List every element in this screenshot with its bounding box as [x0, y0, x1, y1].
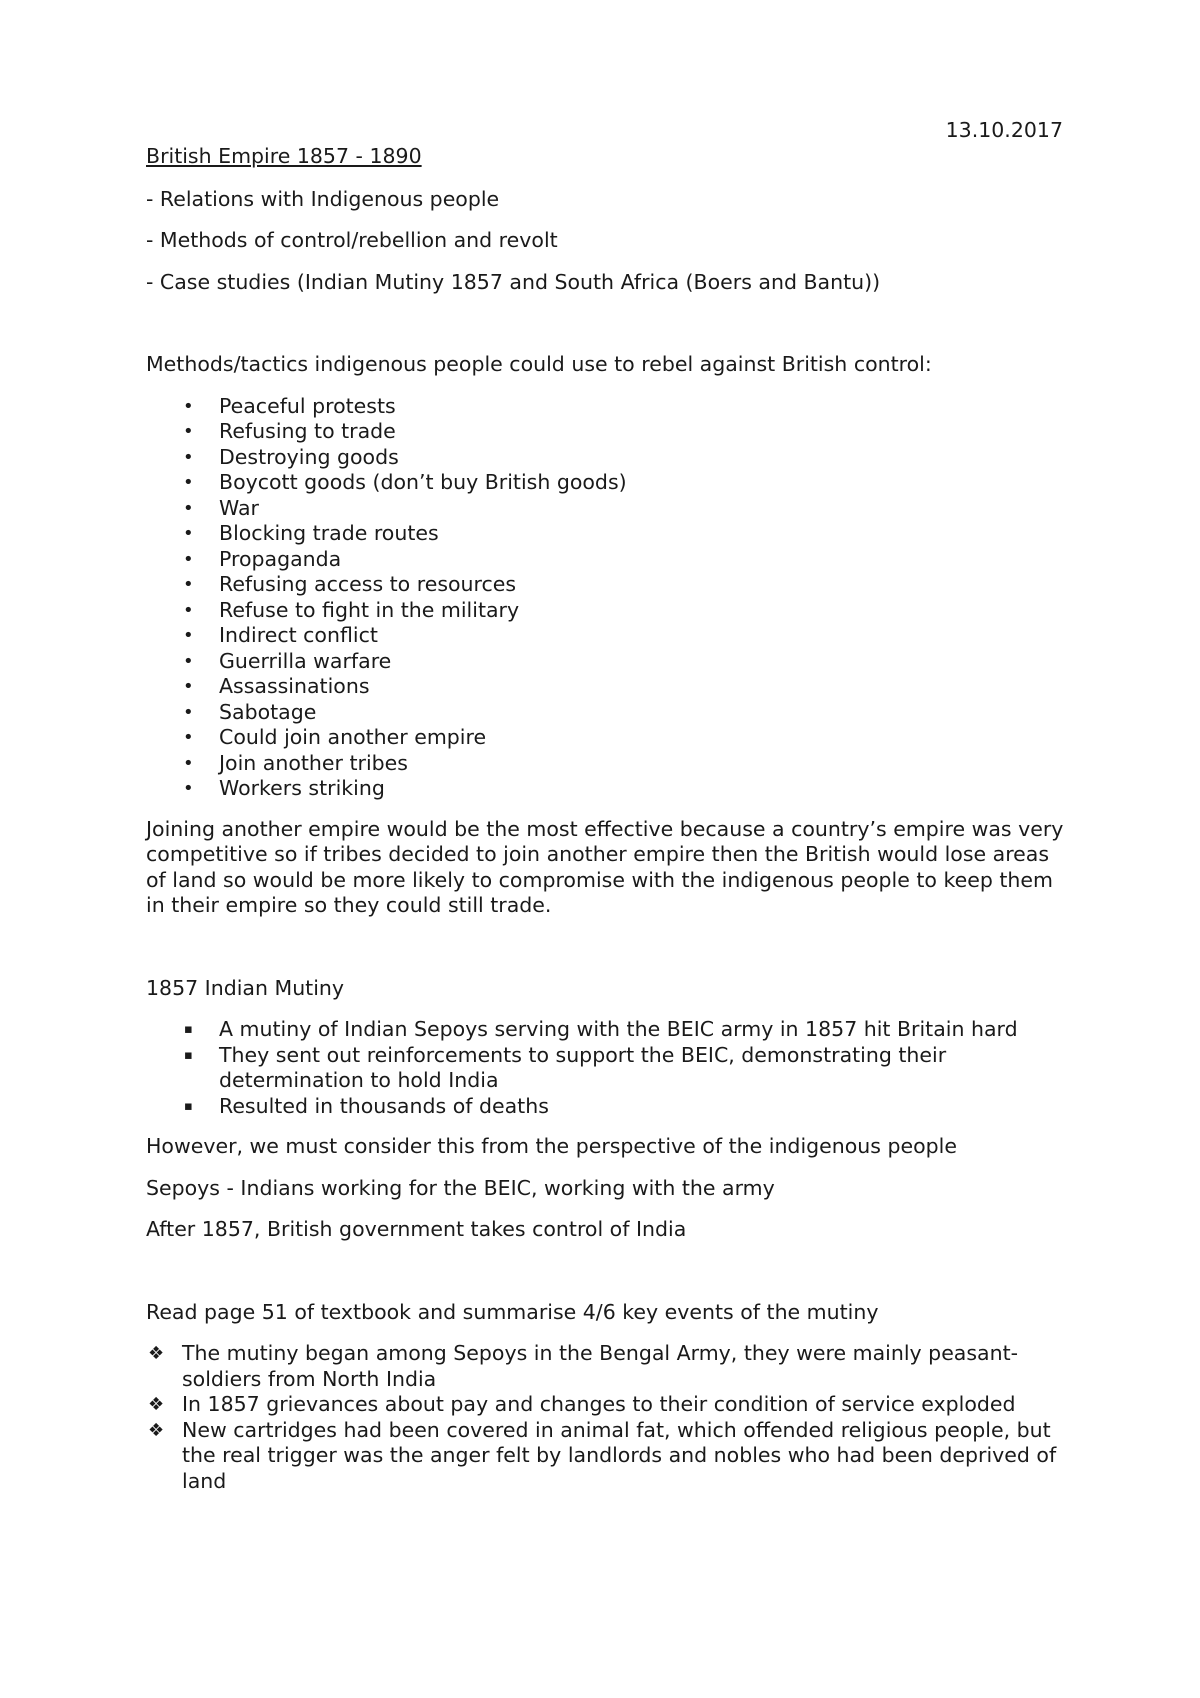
bullet-dot-icon: •	[183, 650, 194, 672]
spacer	[146, 311, 1066, 352]
intro-point: - Relations with Indigenous people	[146, 186, 500, 211]
list-item-text: They sent out reinforcements to support the BEIC, demonstrating their determination to hold India	[219, 1042, 947, 1092]
list-item	[146, 1341, 1066, 1392]
list-item	[146, 470, 1066, 496]
methods-list	[146, 394, 1066, 802]
list-item	[146, 445, 1066, 471]
bullet-diamond-icon: ❖	[148, 1419, 165, 1441]
list-item	[146, 521, 1066, 547]
list-item-text: The mutiny began among Sepoys in the Bengal Army, they were mainly peasant-soldiers from North India	[182, 1341, 1019, 1391]
bullet-dot-icon: •	[183, 472, 194, 493]
list-item	[146, 419, 1066, 445]
list-item-text: Resulted in thousands of deaths	[219, 1093, 549, 1118]
bullet-square-icon: ▪	[184, 1047, 193, 1063]
mutiny-note: Sepoys - Indians working for the BEIC, working with the army	[146, 1175, 775, 1200]
document-body	[146, 144, 1066, 1509]
list-item	[146, 572, 1066, 598]
list-item-text: Assassinations	[219, 674, 370, 698]
mutiny-list	[146, 1017, 1066, 1119]
bullet-dot-icon: •	[183, 548, 194, 570]
bullet-square-icon: ▪	[184, 1022, 193, 1037]
mutiny-heading: 1857 Indian Mutiny	[146, 975, 345, 1000]
list-item-text: In 1857 grievances about pay and changes to their condition of service exploded	[182, 1392, 1016, 1416]
methods-heading: Methods/tactics indigenous people could use to rebel against British control:	[146, 352, 932, 376]
spacer	[146, 935, 1066, 976]
mutiny-note: However, we must consider this from the perspective of the indigenous people	[146, 1134, 957, 1158]
list-item-text: Destroying goods	[219, 444, 399, 469]
list-item-text: Boycott goods (don’t buy British goods)	[219, 470, 627, 494]
list-item-text: Propaganda	[219, 546, 342, 571]
intro-point: - Case studies (Indian Mutiny 1857 and South Africa (Boers and Bantu))	[146, 269, 881, 294]
bullet-dot-icon: •	[183, 676, 194, 697]
list-item	[146, 1418, 1066, 1495]
list-item-text: Could join another empire	[219, 725, 487, 749]
list-item-text: Join another tribes	[219, 750, 408, 775]
list-item-text: Guerrilla warfare	[219, 648, 392, 673]
spacer	[146, 1259, 1066, 1300]
bullet-dot-icon: •	[183, 574, 194, 595]
list-item	[146, 598, 1066, 624]
list-item	[146, 547, 1066, 573]
bullet-dot-icon: •	[183, 727, 194, 748]
bullet-dot-icon: •	[183, 778, 194, 799]
list-item-text: Blocking trade routes	[219, 521, 439, 545]
list-item	[146, 725, 1066, 751]
bullet-square-icon: ▪	[184, 1098, 193, 1114]
list-item	[146, 496, 1066, 522]
list-item-text: Refuse to fight in the military	[219, 597, 520, 622]
bullet-dot-icon: •	[183, 599, 194, 621]
list-item-text: Peaceful protests	[219, 393, 396, 418]
reading-list	[146, 1341, 1066, 1494]
bullet-dot-icon: •	[183, 625, 194, 646]
list-item	[146, 623, 1066, 649]
list-item	[146, 751, 1066, 777]
reading-heading: Read page 51 of textbook and summarise 4/6 key events of the mutiny	[146, 1299, 879, 1324]
list-item	[146, 1094, 1066, 1120]
list-item-text: Indirect conflict	[219, 623, 378, 647]
list-item-text: Sabotage	[219, 699, 317, 724]
bullet-dot-icon: •	[183, 523, 194, 544]
list-item-text: New cartridges had been covered in animal fat, which offended religious people, but the real trigger was the anger felt by landlords and nobles who had been deprived of land	[182, 1417, 1057, 1493]
bullet-dot-icon: •	[183, 497, 194, 519]
list-item-text: Workers striking	[219, 776, 385, 800]
list-item-text: War	[219, 495, 259, 520]
list-item-text: Refusing to trade	[219, 419, 396, 443]
list-item	[146, 1017, 1066, 1043]
list-item	[146, 394, 1066, 420]
bullet-diamond-icon: ❖	[148, 1394, 165, 1415]
list-item	[146, 674, 1066, 700]
methods-conclusion: Joining another empire would be the most effective because a country’s empire was very competitive so if tribes decided to join another empire then the British would lose areas of land so would be more likely to compromise with the indigenous people to keep them in their empire so they could still trade.	[146, 816, 1064, 917]
bullet-dot-icon: •	[183, 421, 194, 442]
document-title: British Empire 1857 - 1890	[146, 144, 422, 168]
list-item	[146, 649, 1066, 675]
mutiny-note: After 1857, British government takes control of India	[146, 1217, 687, 1241]
list-item	[146, 776, 1066, 802]
bullet-diamond-icon: ❖	[148, 1343, 165, 1364]
bullet-dot-icon: •	[183, 395, 194, 417]
bullet-dot-icon: •	[183, 752, 194, 774]
list-item-text: A mutiny of Indian Sepoys serving with the BEIC army in 1857 hit Britain hard	[219, 1017, 1018, 1041]
list-item	[146, 1043, 1066, 1094]
bullet-dot-icon: •	[183, 446, 194, 468]
list-item	[146, 1392, 1066, 1418]
intro-point: - Methods of control/rebellion and revolt	[146, 228, 558, 252]
list-item	[146, 700, 1066, 726]
document-date: 13.10.2017	[945, 118, 1063, 142]
list-item-text: Refusing access to resources	[219, 572, 517, 596]
bullet-dot-icon: •	[183, 701, 194, 723]
